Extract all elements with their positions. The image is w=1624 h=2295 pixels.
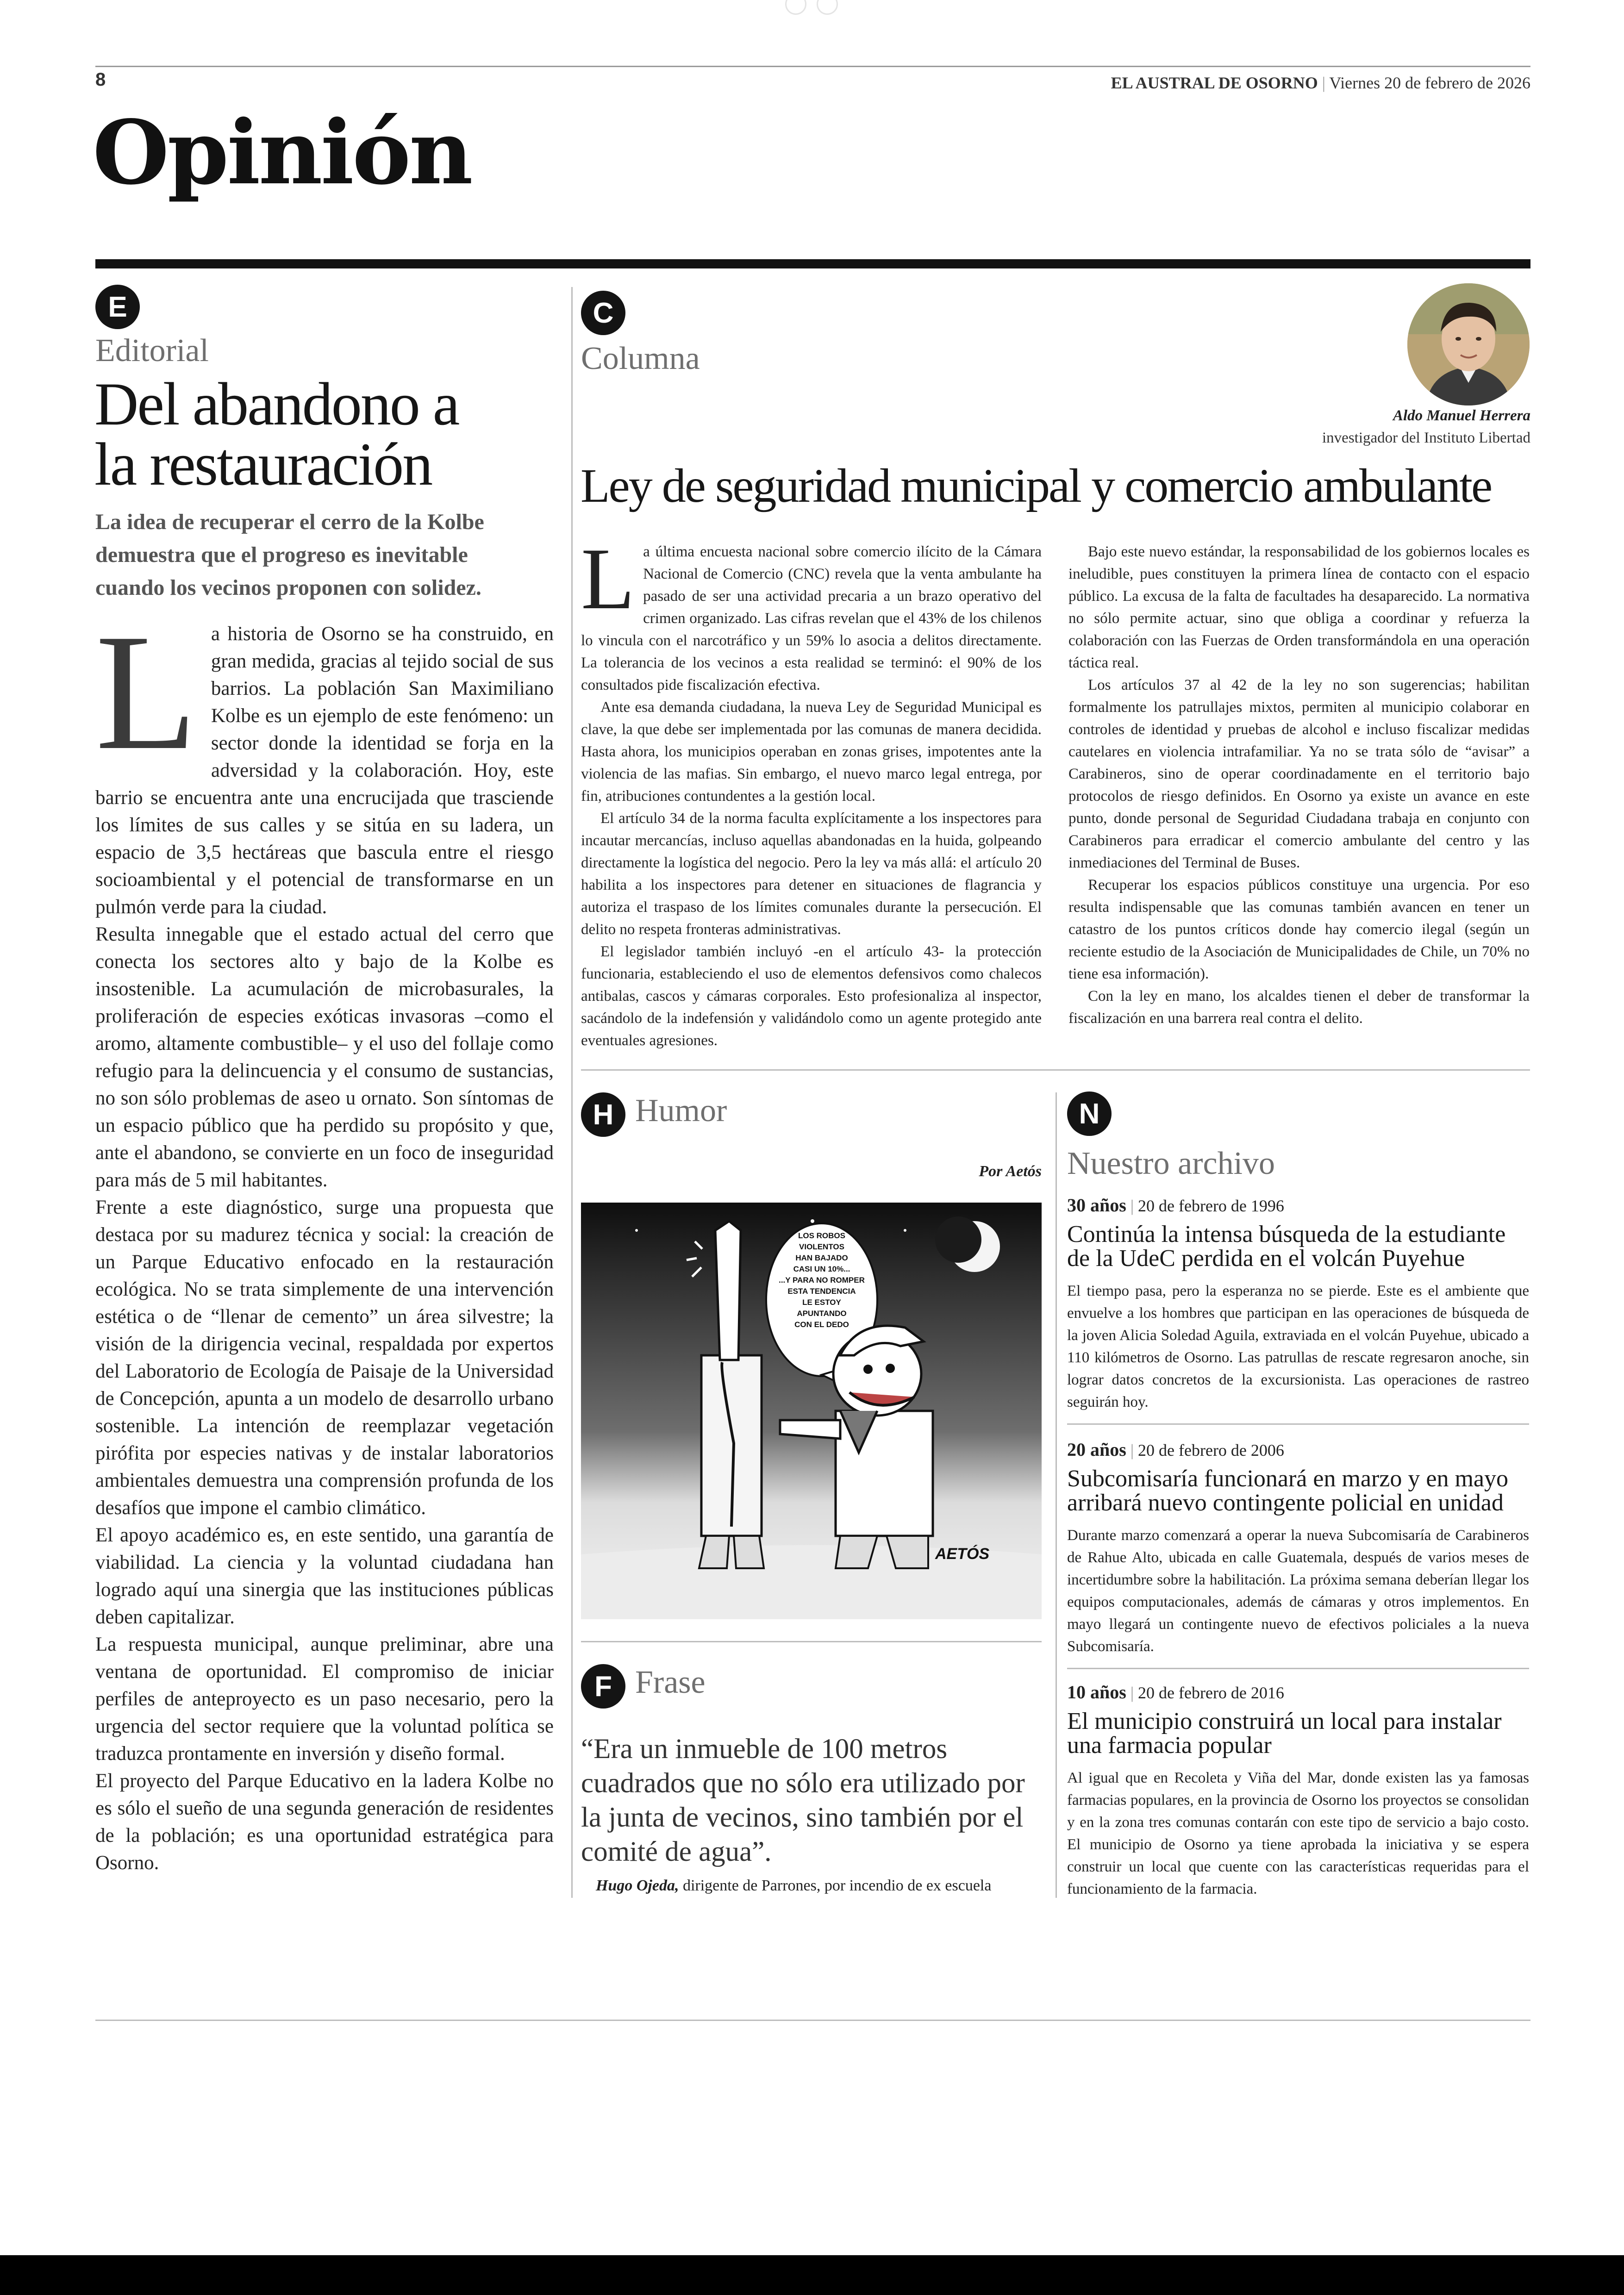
archive-years: 10 años [1067, 1682, 1126, 1703]
humor-bottom-rule [581, 1641, 1042, 1642]
archive-years: 30 años [1067, 1195, 1126, 1216]
frase-author: Hugo Ojeda, [596, 1877, 679, 1894]
column-paragraph: Con la ley en mano, los alcaldes tienen el deber de transformar la fiscalización en una barrera real contra el delito. [1068, 988, 1530, 1027]
editorial-badge: E [95, 285, 140, 329]
column-paragraph: a última encuesta nacional sobre comercio ilícito de la Cámara Nacional de Comercio (CNC) revela que la venta ambulante ha pasado de ser una actividad precaria a un brazo operativo del crimen organizado. Las cifras revelan que el 43% de los chilenos lo vincula con el narcotráfico y un 59% lo asocia a delitos directamente. La tolerancia de los vecinos a esta realidad se terminó: el 90% de los consultados pide fiscalización efectiva. [581, 543, 1042, 693]
divider-mid [1056, 1092, 1057, 1898]
archive-title: Continúa la intensa búsqueda de la estudiante de la UdeC perdida en el volcán Puyehue [1067, 1221, 1506, 1272]
humor-label: Humor [635, 1093, 727, 1129]
column-paragraph: El artículo 34 de la norma faculta explícitamente a los inspectores para incautar mercancías, incluso aquellas abandonadas en la huida, golpeando directamente la logística del negocio. Pero la ley va más allá: el artículo 20 habilita a los inspectores para detener en situaciones de flagrancia y autoriza el traspaso de los límites comunales durante la persecución. El delito no respeta fronteras administrativas. [581, 810, 1042, 938]
humor-badge: H [581, 1092, 625, 1137]
author-role: investigador del Instituto Libertad [1322, 430, 1530, 446]
archive-years: 20 años [1067, 1439, 1126, 1460]
next-dot-icon[interactable] [817, 0, 838, 15]
humor-credit: Por Aetós [979, 1163, 1042, 1180]
cartoon-signature: AETÓS [935, 1545, 990, 1563]
header-separator: | [1322, 74, 1325, 92]
archive-rule [1067, 1668, 1529, 1669]
editorial-subtitle: La idea de recuperar el cerro de la Kolbe demuestra que el progreso es inevitable cuando los vecinos proponen con solidez. [95, 510, 484, 600]
frase-author-role: dirigente de Parrones, por incendio de ex escuela [682, 1877, 992, 1894]
column-paragraph: El legislador también incluyó -en el artículo 43- la protección funcionaria, estableciendo el uso de elementos defensivos como chalecos antibalas, cascos y cámaras corporales. Esto profesionaliza al inspector, sacándolo de la indefensión y validándolo como un agente protegido ante eventuales agresiones. [581, 943, 1042, 1049]
column-body-right [1068, 541, 1530, 1029]
screen-bottom-bar [0, 2255, 1624, 2295]
archive-date-text: 20 de febrero de 2006 [1138, 1441, 1284, 1459]
column-paragraph: Recuperar los espacios públicos constituye una urgencia. Por eso resulta indispensable que las comunas también avancen en tener un catastro de los puntos críticos donde hay comercio ilegal (según un reciente estudio de la Asociación de Municipalidades de Chile, un 70% no tiene esa información). [1068, 877, 1530, 982]
bubble-line: CASI UN 10%... [793, 1265, 850, 1273]
author-name: Aldo Manuel Herrera [1393, 407, 1530, 424]
bubble-line: APUNTANDO [797, 1309, 847, 1318]
archive-item [1067, 1194, 1529, 1413]
section-title: Opinión [93, 101, 471, 204]
editorial-body [95, 599, 554, 1877]
author-portrait-icon [1407, 283, 1530, 405]
author-photo [1407, 283, 1530, 405]
archive-title: Subcomisaría funcionará en marzo y en mayo arribará nuevo contingente policial en unidad [1067, 1466, 1508, 1516]
archive-item [1067, 1439, 1529, 1658]
column-body-left [581, 530, 1042, 1052]
archive-item [1067, 1681, 1529, 1900]
editorial-paragraph: La respuesta municipal, aunque preliminar, abre una ventana de oportunidad. El compromiso de iniciar perfiles de anteproyecto es un paso necesario, pero la urgencia del sector requiere que la voluntad política se traduzca prontamente en inversión y diseño formal. [95, 1634, 554, 1765]
top-rule [95, 66, 1530, 67]
section-heavy-rule [95, 259, 1530, 268]
editorial-title-line2: la restauración [94, 430, 432, 498]
column-paragraph: Los artículos 37 al 42 de la ley no son sugerencias; habilitan formalmente los patrullajes mixtos, permiten al municipio colaborar en controles de identidad y pruebas de alcohol e incluso fiscalizar medidas cautelares en violencia intrafamiliar. Ya no se trata sólo de “avisar” a Carabineros, sino de operar coordinadamente en el territorio bajo protocolos de riesgo definidos. En Osorno ya existe un avance en este punto, donde personal de Seguridad Ciudadana trabaja en conjunto con Carabineros para erradicar el comercio ambulante del centro y las inmediaciones del Terminal de Buses. [1068, 677, 1530, 871]
bubble-line: VIOLENTOS [799, 1242, 844, 1251]
editorial-label: Editorial [95, 333, 209, 368]
column-bottom-rule [581, 1069, 1530, 1071]
column-label: Columna [581, 341, 700, 376]
archive-date: 20 años | 20 de febrero de 2006 [1067, 1439, 1284, 1460]
frase-attribution [596, 1877, 991, 1895]
bubble-line: ESTA TENDENCIA [787, 1287, 856, 1296]
editorial-paragraph: El apoyo académico es, en este sentido, una garantía de viabilidad. La ciencia y la voluntad ciudadana han logrado aquí una sinergia que las instituciones públicas deben capitalizar. [95, 1524, 554, 1628]
editorial-paragraph: a historia de Osorno se ha construido, en gran medida, gracias al tejido social de sus barrios. La población San Maximiliano Kolbe es un ejemplo de este fenómeno: un sector donde la identidad se forja en la adversidad y la colaboración. Hoy, este barrio se encuentra ante una encrucijada que trasciende los límites de sus calles y se sitúa en su ladera, un espacio de 3,5 hectáreas que bascula entre el riesgo socioambiental y el potencial de transformarse en un pulmón verde para la ciudad. [95, 623, 554, 918]
column-title: Ley de seguridad municipal y comercio ambulante [581, 459, 1492, 512]
column-paragraph: Ante esa demanda ciudadana, la nueva Ley de Seguridad Municipal es clave, la que debe ser implementada por las comunas de manera decidida. Hasta ahora, los municipios operaban en zonas grises, impotentes ante la violencia de las mafias. Sin embargo, el nuevo marco legal entrega, por fin, atribuciones contundentes a la gestión local. [581, 699, 1042, 804]
page-indicator [785, 0, 841, 14]
page-bottom-rule [95, 2020, 1530, 2021]
column-dropcap: L [581, 530, 635, 628]
bubble-line: ...Y PARA NO ROMPER [779, 1276, 865, 1285]
archive-label: Nuestro archivo [1067, 1146, 1275, 1181]
frase-label: Frase [635, 1665, 706, 1700]
bubble-text [773, 1230, 870, 1330]
bubble-line: HAN BAJADO [795, 1254, 848, 1262]
archive-date-text: 20 de febrero de 1996 [1138, 1197, 1284, 1215]
bubble-line: CON EL DEDO [794, 1320, 849, 1329]
archive-body: El tiempo pasa, pero la esperanza no se pierde. Este es el ambiente que envuelve a los hombres que participan en las operaciones de búsqueda de la joven Alicia Soledad Aguila, extraviada en el volcán Puyehue, ubicado a 110 kilómetros de Osorno. Las patrullas de rescate regresaron anoche, sin lograr datos concretos de la excursionista. Las operaciones de rastreo seguirán hoy. [1067, 1283, 1529, 1410]
archive-body: Durante marzo comenzará a operar la nueva Subcomisaría de Carabineros de Rahue Alto, ubicada en calle Guatemala, después de varios meses de incertidumbre sobre la habilitación. La próxima semana deberían llegar los equipos computacionales, además de cámaras y otros implementos. En mayo llegará un contingente nuevo de efectivos policiales a la nueva Subcomisaría. [1067, 1527, 1529, 1655]
archive-rule [1067, 1423, 1529, 1425]
bubble-line: LE ESTOY [802, 1298, 841, 1307]
archive-date-text: 20 de febrero de 2016 [1138, 1684, 1284, 1702]
editorial-paragraph: Frente a este diagnóstico, surge una propuesta que destaca por su madurez técnica y social: la creación de un Parque Educativo enfocado en la restauración ecológica. No se trata simplemente de una intervención estética o de “llenar de cemento” un área silvestre; la visión de la dirigencia vecinal, respaldada por expertos del Laboratorio de Ecología de Paisaje de la Universidad de Concepción, apunta a un modelo de desarrollo urbano sostenible. La intención de reemplazar vegetación pirófita por especies nativas y de instalar laboratorios ambientales demuestra una comprensión profunda de los desafíos que impone el cambio climático. [95, 1197, 554, 1519]
publication-name: EL AUSTRAL DE OSORNO [1111, 74, 1318, 92]
archive-date: 10 años | 20 de febrero de 2016 [1067, 1682, 1284, 1703]
archive-body: Al igual que en Recoleta y Viña del Mar, donde existen las ya famosas farmacias populares, en la provincia de Osorno los proyectos se consolidan y en la zona tres comunas contarán con este tipo de servicio a bajo costo. El municipio de Osorno ya tiene aprobada la iniciativa y se espera construir un local que cuente con las características requeridas para el funcionamiento de la farmacia. [1067, 1770, 1529, 1897]
divider-left [571, 287, 573, 1898]
page-number: 8 [95, 69, 106, 90]
frase-quote: “Era un inmueble de 100 metros cuadrados que no sólo era utilizado por la junta de vecinos, sino también por el comité de agua”. [581, 1734, 1025, 1867]
publication-line [1111, 73, 1530, 93]
editorial-title-line1: Del abandono a [94, 370, 459, 438]
frase-badge: F [581, 1664, 625, 1709]
editorial-title [94, 370, 459, 498]
bubble-line: LOS ROBOS [798, 1231, 845, 1240]
archive-title: El municipio construirá un local para instalar una farmacia popular [1067, 1708, 1502, 1759]
publication-date: Viernes 20 de febrero de 2026 [1329, 74, 1530, 92]
editorial-paragraph: El proyecto del Parque Educativo en la ladera Kolbe no es sólo el sueño de una segunda generación de residentes de la población; es una oportunidad estratégica para Osorno. [95, 1770, 554, 1874]
archive-date: 30 años | 20 de febrero de 1996 [1067, 1195, 1284, 1216]
column-badge: C [581, 291, 625, 335]
editorial-paragraph: Resulta innegable que el estado actual del cerro que conecta los sectores alto y bajo de la Kolbe es insostenible. La acumulación de microbasurales, la proliferación de especies exóticas invasoras –como el aromo, altamente combustible– y el uso del follaje como refugio para la delincuencia y el consumo de sustancias, no son sólo problemas de aseo u ornato. Son síntomas de un espacio público que ha perdido su propósito y que, ante el abandono, se convierte en un foco de inseguridad para más de 5 mil habitantes. [95, 923, 554, 1191]
editorial-dropcap: L [95, 599, 197, 784]
cartoon [581, 1203, 1042, 1619]
prev-dot-icon[interactable] [785, 0, 806, 15]
archive-badge: N [1067, 1091, 1112, 1136]
column-paragraph: Bajo este nuevo estándar, la responsabilidad de los gobiernos locales es ineludible, pues constituyen la primera línea de contacto con el espacio público. La excusa de la falta de facultades ha desaparecido. La normativa no sólo permite actuar, sino que obliga a coordinar y refuerza la colaboración con las Fuerzas de Orden transformándola en una operación táctica real. [1068, 543, 1530, 671]
